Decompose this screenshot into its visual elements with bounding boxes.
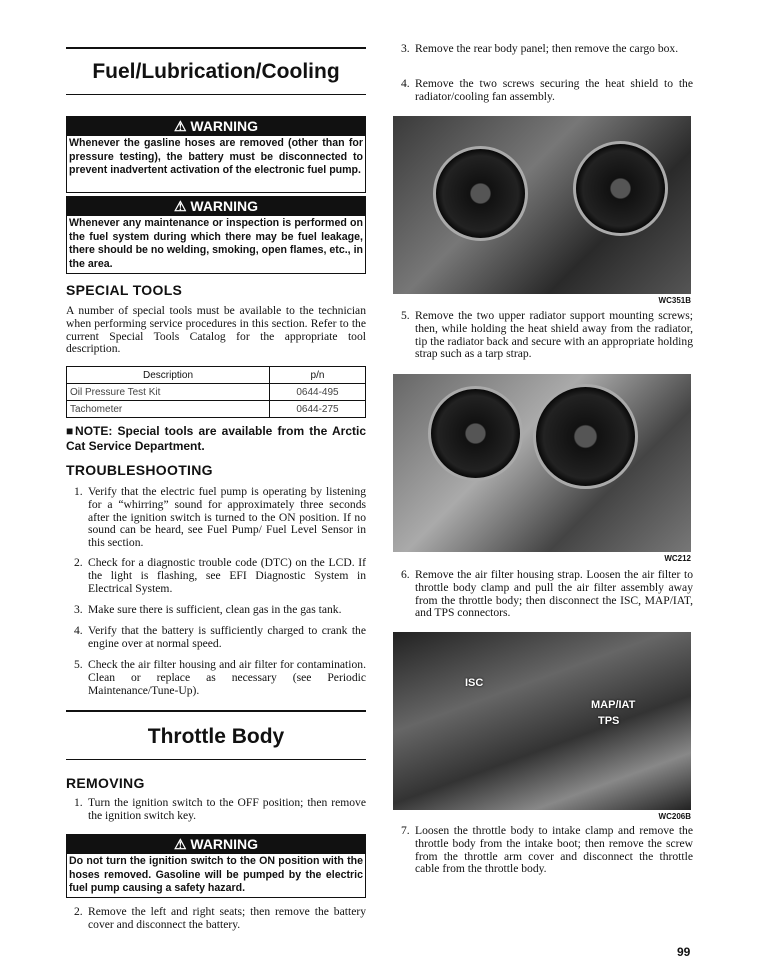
col-header: p/n <box>270 367 366 384</box>
figure-throttle-body <box>393 632 691 810</box>
label-map-iat: MAP/IAT <box>591 699 636 711</box>
step-text: Turn the ignition switch to the OFF position; then remove the ignition switch key. <box>88 796 366 822</box>
step-number: 5. <box>401 309 410 322</box>
col-header: Description <box>67 367 270 384</box>
list-item <box>66 659 366 697</box>
cell: Tachometer <box>67 401 270 418</box>
special-tools-intro: A number of special tools must be available to the technician when performing service procedures in this section. Refer to the current Special Tools Catalog for the appropriate tool description. <box>66 304 366 356</box>
step-text: Verify that the electric fuel pump is operating by listening for a “whirring” sound for approximately three seconds after the ignition switch is turned to the ON position. If no sound can be heard, see Fuel Pump/ Fuel Level Sensor in this section. <box>88 485 366 550</box>
warning-box <box>66 196 366 274</box>
step-text: Remove the two upper radiator support mounting screws; then, while holding the heat shield away from the radiator, tip the radiator back and secure with an appropriate holding strap such as a tarp strap. <box>415 309 693 361</box>
list-item <box>66 486 366 550</box>
list-item <box>66 625 366 651</box>
figure-radiator-tilted <box>393 374 691 552</box>
troubleshooting-heading: TROUBLESHOOTING <box>66 462 213 478</box>
fan-image <box>573 141 668 236</box>
step-text: Check the air filter housing and air filter for contamination. Clean or replace as necessary (see Periodic Maintenance/Tune-Up). <box>88 658 366 697</box>
fan-image <box>433 146 528 241</box>
step-text: Remove the rear body panel; then remove the cargo box. <box>415 42 679 55</box>
warning-box <box>66 834 366 898</box>
figure-caption: WC212 <box>664 554 691 563</box>
step-text: Verify that the battery is sufficiently charged to crank the engine over at normal speed. <box>88 624 366 650</box>
list-item <box>66 906 366 932</box>
special-tools-table <box>66 366 366 418</box>
warning-header: ⚠ WARNING <box>67 197 365 216</box>
list-item <box>393 43 693 56</box>
label-isc: ISC <box>465 677 484 689</box>
step-number: 2. <box>74 905 83 918</box>
removing-heading: REMOVING <box>66 775 145 791</box>
list-item <box>393 78 693 104</box>
step-number: 2. <box>74 556 83 569</box>
figure-caption: WC351B <box>658 296 691 305</box>
warning-header: ⚠ WARNING <box>67 117 365 136</box>
cell: 0644-275 <box>270 401 366 418</box>
table-row <box>67 384 366 401</box>
list-item <box>66 604 366 617</box>
fan-image <box>428 386 523 481</box>
step-number: 3. <box>74 603 83 616</box>
list-item <box>393 569 693 620</box>
step-text: Check for a diagnostic trouble code (DTC) on the LCD. If the light is flashing, see EFI Diagnostic System in Electrical System. <box>88 556 366 595</box>
step-number: 5. <box>74 658 83 671</box>
step-number: 6. <box>401 568 410 581</box>
section-title-fuel: Fuel/Lubrication/Cooling <box>66 47 366 95</box>
warning-header: ⚠ WARNING <box>67 835 365 854</box>
list-item <box>393 825 693 876</box>
step-number: 7. <box>401 824 410 837</box>
step-number: 1. <box>74 485 83 498</box>
figure-caption: WC206B <box>658 812 691 821</box>
warning-text: Do not turn the ignition switch to the ON position with the hoses removed. Gasoline will be pumped by the electric fuel pump causing a safety hazard. <box>69 855 363 894</box>
section-title-throttle-body: Throttle Body <box>66 710 366 760</box>
step-number: 1. <box>74 796 83 809</box>
step-text: Loosen the throttle body to intake clamp and remove the throttle body from the intake boot; then remove the screw from the throttle arm cover and disconnect the throttle cable from the throttle body. <box>415 824 693 876</box>
step-number: 4. <box>74 624 83 637</box>
step-text: Make sure there is sufficient, clean gas in the gas tank. <box>88 603 342 616</box>
list-item <box>66 557 366 595</box>
cell: 0644-495 <box>270 384 366 401</box>
note: ■NOTE: Special tools are available from the Arctic Cat Service Department. <box>66 424 366 453</box>
step-text: Remove the air filter housing strap. Loosen the air filter to throttle body clamp and pull the air filter assembly away from the throttle body; then disconnect the ISC, MAP/IAT, and TPS connectors. <box>415 568 693 620</box>
list-item <box>66 797 366 823</box>
warning-text: Whenever the gasline hoses are removed (other than for pressure testing), the battery must be disconnected to prevent inadvertent activation of the electronic fuel pump. <box>69 137 363 176</box>
step-text: Remove the left and right seats; then remove the battery cover and disconnect the battery. <box>88 905 366 931</box>
step-number: 4. <box>401 77 410 90</box>
step-text: Remove the two screws securing the heat shield to the radiator/cooling fan assembly. <box>415 77 693 103</box>
special-tools-heading: SPECIAL TOOLS <box>66 282 183 298</box>
cell: Oil Pressure Test Kit <box>67 384 270 401</box>
list-item <box>393 310 693 361</box>
page-number: 99 <box>677 945 691 959</box>
figure-radiator-fans <box>393 116 691 294</box>
table-row <box>67 401 366 418</box>
fan-image <box>533 384 638 489</box>
step-number: 3. <box>401 42 410 55</box>
label-tps: TPS <box>598 715 620 727</box>
warning-box <box>66 116 366 193</box>
warning-text: Whenever any maintenance or inspection is performed on the fuel system during which there may be fuel leakage, there should be no welding, smoking, open flames, etc., in the area. <box>69 217 363 270</box>
